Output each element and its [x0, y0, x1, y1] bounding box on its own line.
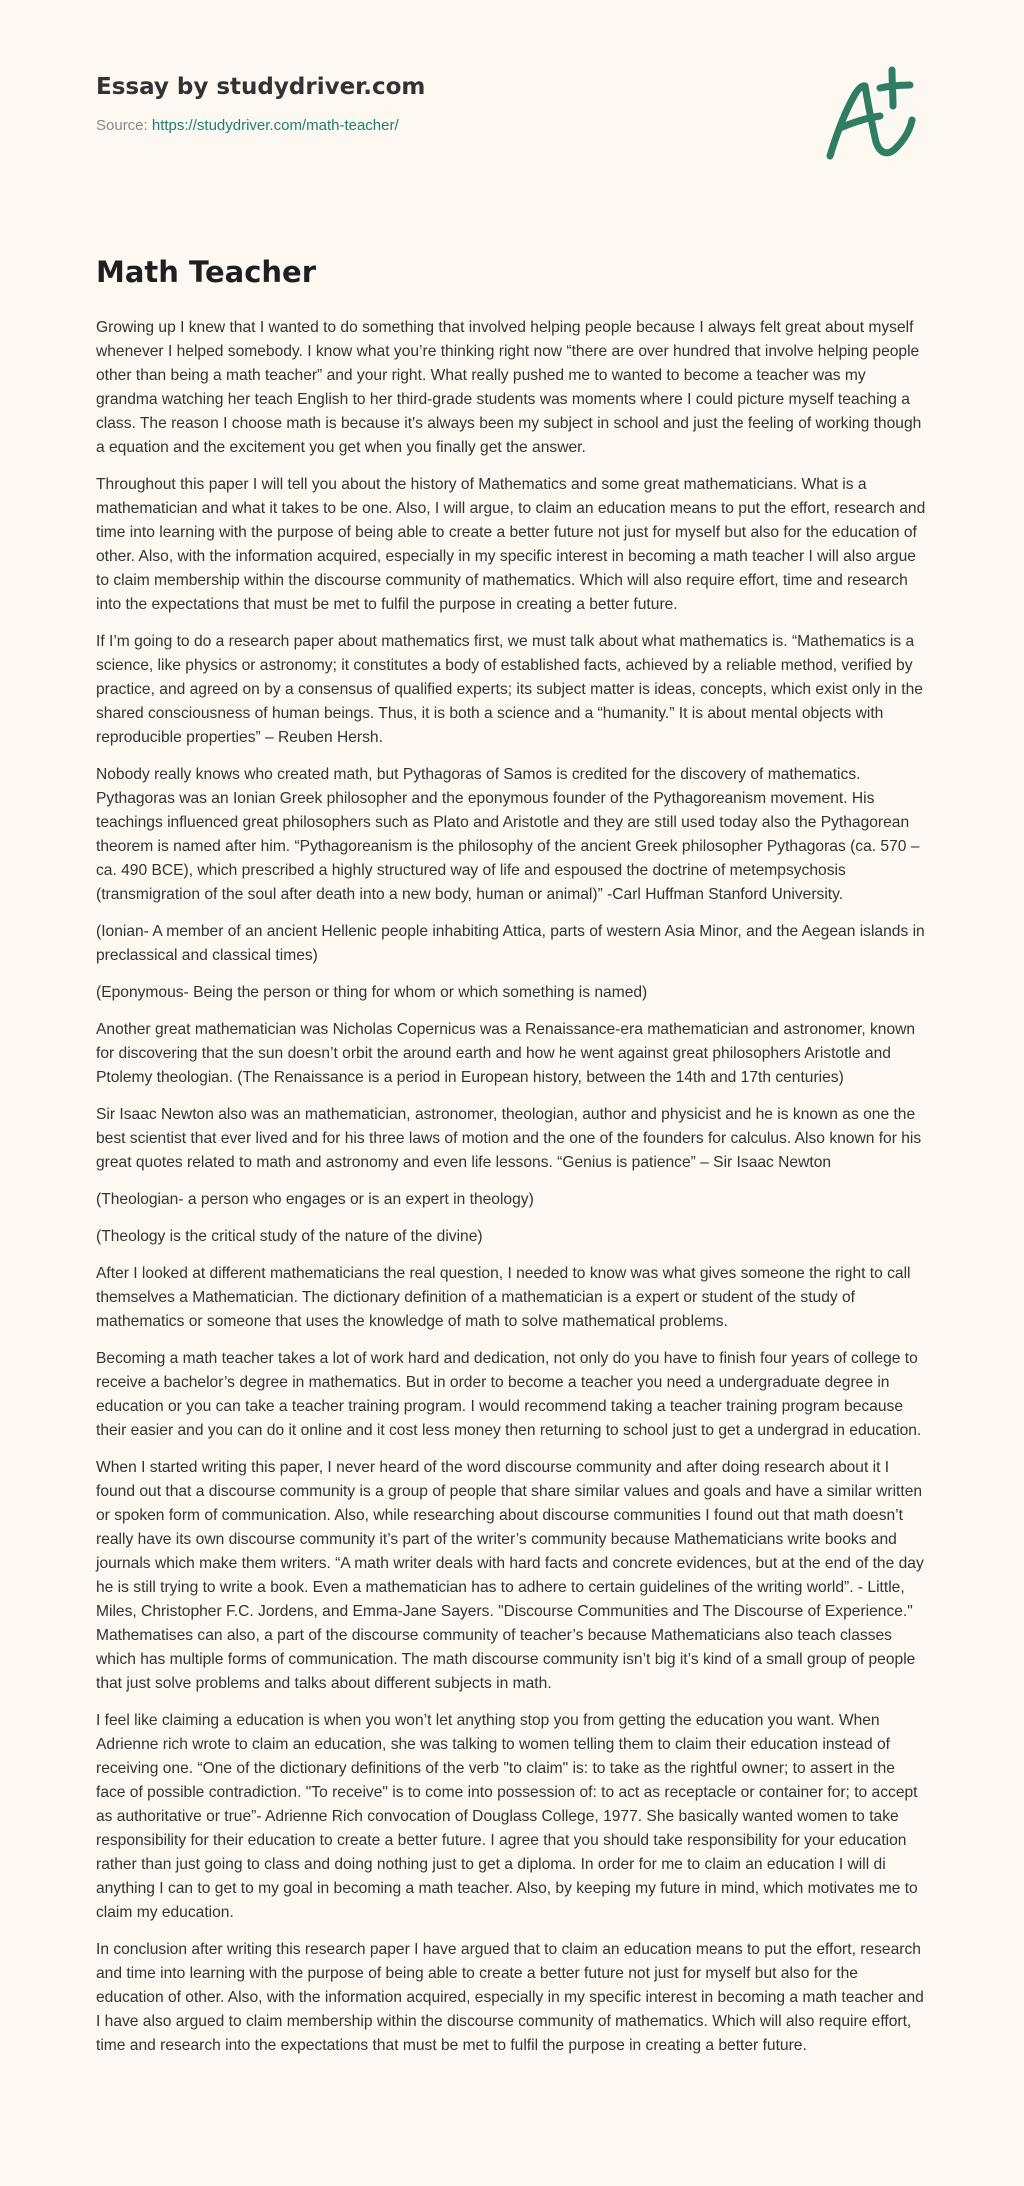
page-header	[96, 72, 928, 136]
paragraph: Another great mathematician was Nicholas Copernicus was a Renaissance-era mathematician and astronomer, known for discovering that the sun doesn’t orbit the around earth and how he went against great philosophers Aristotle and Ptolemy theologian. (The Renaissance is a period in European history, between the 14th and 17th centuries)	[96, 1021, 916, 1086]
source-label: Source:	[96, 117, 152, 134]
site-title: Essay by studydriver.com	[96, 74, 426, 100]
paragraph: Nobody really knows who created math, but Pythagoras of Samos is credited for the discovery of mathematics. Pythagoras was an Ionian Greek philosopher and the eponymous founder of the Pythagoreanism movement. His teachings influenced great philosophers such as Plato and Aristotle and they are still used today also the Pythagorean theorem is named after him. “Pythagoreanism is the philosophy of the ancient Greek philosopher Pythagoras (ca. 570 – ca. 490 BCE), which prescribed a highly structured way of life and espoused the doctrine of metempsychosis (transmigration of the soul after death into a new body, human or animal)” -Carl Huffman Stanford University.	[96, 766, 920, 903]
paragraph: (Ionian- A member of an ancient Hellenic people inhabiting Attica, parts of western Asia Minor, and the Aegean islands in preclassical and classical times)	[96, 923, 925, 964]
paragraph: I feel like claiming a education is when you won’t let anything stop you from getting the education you want. When Adrienne rich wrote to claim an education, she was talking to women telling them to claim their education instead of receiving one. “One of the dictionary definitions of the verb "to claim" is: to take as the rightful owner; to assert in the face of possible contradiction. "To receive" is to come into possession of: to act as receptacle or container for; to accept as authoritative or true”- Adrienne Rich convocation of Douglass College, 1977. She basically wanted women to take responsibility for their education to create a better future. I agree that you should take responsibility for your education rather than just going to class and doing nothing just to get a diploma. In order for me to claim an education I will di anything I can to get to my goal in becoming a math teacher. Also, by keeping my future in mind, which motivates me to claim my education.	[96, 1712, 918, 1921]
source-line	[96, 116, 928, 136]
source-link[interactable]: https://studydriver.com/math-teacher/	[151, 117, 399, 134]
paragraph: Sir Isaac Newton also was an mathematician, astronomer, theologian, author and physicist and he is known as one the best scientist that ever lived and for his three laws of motion and the one of the founders for calculus. Also known for his great quotes related to math and astronomy and even life lessons. “Genius is patience” – Sir Isaac Newton	[96, 1106, 922, 1171]
paragraph: In conclusion after writing this research paper I have argued that to claim an education means to put the effort, research and time into learning with the purpose of being able to create a better future not just for myself but also for the education of other. Also, with the information acquired, especially in my specific interest in becoming a math teacher and I have also argued to claim membership within the discourse community of mathematics. Which will also require effort, time and research into the expectations that must be met to fulfil the purpose in creating a better future.	[96, 1941, 924, 2054]
article	[96, 252, 928, 2071]
paragraph: (Theology is the critical study of the nature of the divine)	[96, 1228, 483, 1245]
paragraph: Growing up I knew that I wanted to do something that involved helping people because I always felt great about myself whenever I helped somebody. I know what you’re thinking right now “there are over hundred that involve helping people other than being a math teacher” and your right. What really pushed me to wanted to become a teacher was my grandma watching her teach English to her third-grade students was moments where I could picture myself teaching a class. The reason I choose math is because it's always been my subject in school and just the feeling of working though a equation and the excitement you get when you finally get the answer.	[96, 319, 922, 456]
paragraph: After I looked at different mathematicians the real question, I needed to know was what gives someone the right to call themselves a Mathematician. The dictionary definition of a mathematician is a expert or student of the study of mathematics or someone that uses the knowledge of math to solve mathematical problems.	[96, 1265, 911, 1330]
paragraph: If I’m going to do a research paper about mathematics first, we must talk about what mathematics is. “Mathematics is a science, like physics or astronomy; it constitutes a body of established facts, achieved by a reliable method, verified by practice, and agreed on by a consensus of qualified experts; its subject matter is ideas, concepts, which exist only in the shared consciousness of human beings. Thus, it is both a science and a “humanity.” It is about mental objects with reproducible properties” – Reuben Hersh.	[96, 633, 923, 746]
article-title: Math Teacher	[96, 255, 317, 289]
paragraph: Becoming a math teacher takes a lot of work hard and dedication, not only do you have to finish four years of college to receive a bachelor’s degree in mathematics. But in order to become a teacher you need a undergraduate degree in education or you can take a teacher training program. I would recommend taking a teacher training program because their easier and you can do it online and it cost less money then returning to school just to get a undergrad in education.	[96, 1350, 922, 1439]
paragraph: When I started writing this paper, I never heard of the word discourse community and after doing research about it I found out that a discourse community is a group of people that share similar values and goals and have a similar written or spoken form of communication. Also, while researching about discourse communities I found out that math doesn’t really have its own discourse community it’s part of the writer’s community because Mathematicians write books and journals which make them writers. “A math writer deals with hard facts and concrete evidences, but at the end of the day he is still trying to write a book. Even a mathematician has to adhere to certain guidelines of the writing world”. - Little, Miles, Christopher F.C. Jordens, and Emma-Jane Sayers. "Discourse Communities and The Discourse of Experience." Mathematises can also, a part of the discourse community of teacher’s because Mathematicians also teach classes which has multiple forms of communication. The math discourse community isn’t big it’s kind of a small group of people that just solve problems and talks about different subjects in math.	[96, 1459, 924, 1692]
paragraph: (Theologian- a person who engages or is an expert in theology)	[96, 1191, 534, 1208]
a-plus-logo-icon	[822, 64, 930, 172]
paragraph: (Eponymous- Being the person or thing for whom or which something is named)	[96, 984, 648, 1001]
paragraph: Throughout this paper I will tell you about the history of Mathematics and some great mathematicians. What is a mathematician and what it takes to be one. Also, I will argue, to claim an education means to put the effort, research and time into learning with the purpose of being able to create a better future not just for myself but also for the education of other. Also, with the information acquired, especially in my specific interest in becoming a math teacher I will also argue to claim membership within the discourse community of mathematics. Which will also require effort, time and research into the expectations that must be met to fulfil the purpose in creating a better future.	[96, 476, 926, 613]
